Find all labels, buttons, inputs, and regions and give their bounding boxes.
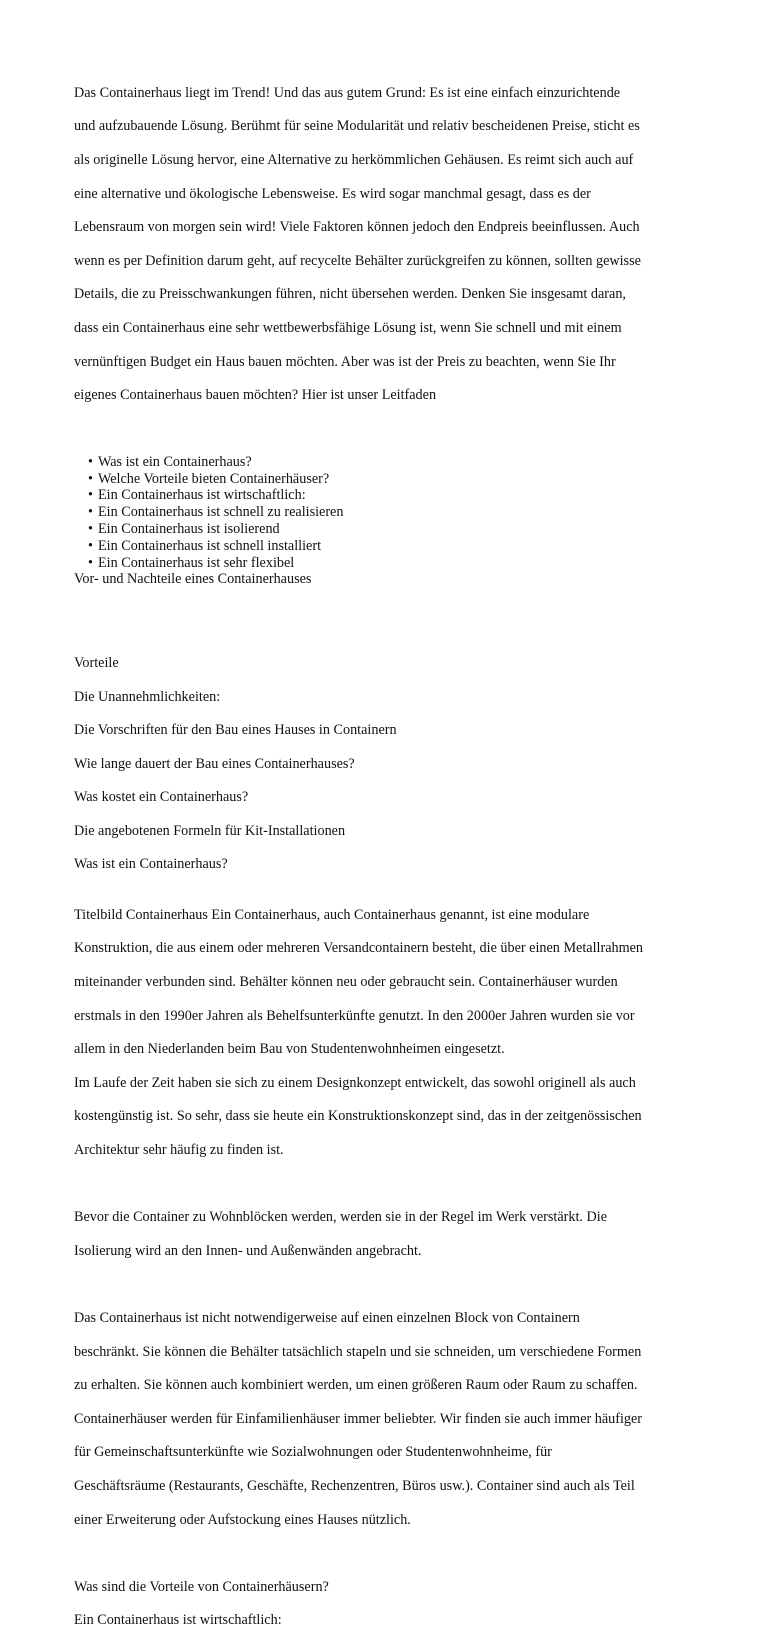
text-line: Konstruktion, die aus einem oder mehreren Versandcontainern besteht, die über einen Metallrahmen <box>74 940 644 957</box>
body-paragraph-flexibility <box>74 1293 704 1545</box>
text-line: Containerhäuser werden für Einfamilienhäuser immer beliebter. Wir finden sie auch immer häufiger <box>74 1410 643 1427</box>
text-line: erstmals in den 1990er Jahren als Behelfsunterkünfte genutzt. In den 2000er Jahren wurden sie vor <box>74 1007 635 1024</box>
text-line: einer Erweiterung oder Aufstockung eines Hauses nützlich. <box>74 1511 411 1528</box>
text-line: Isolierung wird an den Innen- und Außenwänden angebracht. <box>74 1242 422 1259</box>
toc-bullet-item[interactable]: • Ein Containerhaus ist sehr flexibel <box>74 555 704 572</box>
text-line: als originelle Lösung hervor, eine Alternative zu herkömmlichen Gehäusen. Es reimt sich auch auf <box>74 151 634 168</box>
text-line: wenn es per Definition darum geht, auf recycelte Behälter zurückgreifen zu können, sollten gewisse <box>74 252 641 269</box>
text-line: Details, die zu Preisschwankungen führen, nicht übersehen werden. Denken Sie insgesamt daran, <box>74 286 626 303</box>
text-line: Im Laufe der Zeit haben sie sich zu einem Designkonzept entwickelt, das sowohl originell als auch <box>74 1074 636 1091</box>
intro-paragraph <box>74 68 704 421</box>
text-line: und aufzubauende Lösung. Berühmt für seine Modularität und relativ bescheidenen Preise, sticht es <box>74 118 640 135</box>
toc-bullet-item[interactable]: • Ein Containerhaus ist wirtschaftlich: <box>74 487 704 504</box>
toc-item[interactable]: Die Vorschriften für den Bau eines Hauses in Containern <box>74 722 397 739</box>
body-paragraph-advantages <box>74 1562 704 1646</box>
toc-bullet-item[interactable]: • Ein Containerhaus ist isolierend <box>74 521 704 538</box>
section-heading-what-is: Was ist ein Containerhaus? <box>74 856 228 873</box>
toc-item[interactable]: Wie lange dauert der Bau eines Containerhauses? <box>74 755 355 772</box>
toc-bullet-list <box>74 454 704 572</box>
text-line: für Gemeinschaftsunterkünfte wie Sozialwohnungen oder Studentenwohnheime, für <box>74 1444 552 1461</box>
text-line: Bevor die Container zu Wohnblöcken werden, werden sie in der Regel im Werk verstärkt. Die <box>74 1209 607 1226</box>
section-heading-advantages: Was sind die Vorteile von Containerhäusern? <box>74 1578 329 1595</box>
toc-item[interactable]: Vorteile <box>74 654 119 671</box>
text-line: kostengünstig ist. So sehr, dass sie heute ein Konstruktionskonzept sind, das in der zeitgenössischen <box>74 1108 642 1125</box>
text-line: miteinander verbunden sind. Behälter können neu oder gebraucht sein. Containerhäuser wurden <box>74 974 618 991</box>
text-line: beschränkt. Sie können die Behälter tatsächlich stapeln und sie schneiden, um verschiedene Formen <box>74 1343 642 1360</box>
toc-bullet-item[interactable]: • Ein Containerhaus ist schnell installiert <box>74 538 704 555</box>
text-line: Das Containerhaus liegt im Trend! Und das aus gutem Grund: Es ist eine einfach einzurichtende <box>74 84 621 101</box>
section-heading-economical: Ein Containerhaus ist wirtschaftlich: <box>74 1612 282 1629</box>
text-line: vernünftigen Budget ein Haus bauen möchten. Aber was ist der Preis zu beachten, wenn Sie Ihr <box>74 353 616 370</box>
text-line: Das Containerhaus ist nicht notwendigerweise auf einen einzelnen Block von Containern <box>74 1309 580 1326</box>
toc-bullet-item[interactable]: • Welche Vorteile bieten Containerhäuser? <box>74 471 704 488</box>
toc-more-list <box>74 638 704 890</box>
text-line: Titelbild Containerhaus Ein Containerhaus, auch Containerhaus genannt, ist eine modulare <box>74 906 590 923</box>
toc-bullet-item[interactable]: • Ein Containerhaus ist schnell zu realisieren <box>74 504 704 521</box>
text-line: Architektur sehr häufig zu finden ist. <box>74 1142 284 1159</box>
text-line: allem in den Niederlanden beim Bau von Studentenwohnheimen eingesetzt. <box>74 1041 505 1058</box>
text-line: Lebensraum von morgen sein wird! Viele Faktoren können jedoch den Endpreis beeinflussen. Auch <box>74 219 640 236</box>
document-page <box>74 68 704 1646</box>
toc-item[interactable]: Die Unannehmlichkeiten: <box>74 688 221 705</box>
text-line: zu erhalten. Sie können auch kombiniert werden, um einen größeren Raum oder Raum zu schaffen. <box>74 1377 638 1394</box>
text-line: eigenes Containerhaus bauen möchten? Hier ist unser Leitfaden <box>74 387 437 404</box>
text-line: eine alternative und ökologische Lebensweise. Es wird sogar manchmal gesagt, dass es der <box>74 185 591 202</box>
toc-item[interactable]: Die angebotenen Formeln für Kit-Installationen <box>74 822 346 839</box>
toc-item[interactable]: Was kostet ein Containerhaus? <box>74 789 249 806</box>
text-line: dass ein Containerhaus eine sehr wettbewerbsfähige Lösung ist, wenn Sie schnell und mit einem <box>74 319 622 336</box>
toc-bullet-item[interactable]: • Was ist ein Containerhaus? <box>74 454 704 471</box>
body-paragraph-reinforcement <box>74 1192 704 1276</box>
body-paragraph-definition <box>74 890 704 1176</box>
text-line: Geschäftsräume (Restaurants, Geschäfte, Rechenzentren, Büros usw.). Container sind auch als Teil <box>74 1477 635 1494</box>
toc-heading-pros-cons[interactable]: Vor- und Nachteile eines Containerhauses <box>74 571 312 588</box>
